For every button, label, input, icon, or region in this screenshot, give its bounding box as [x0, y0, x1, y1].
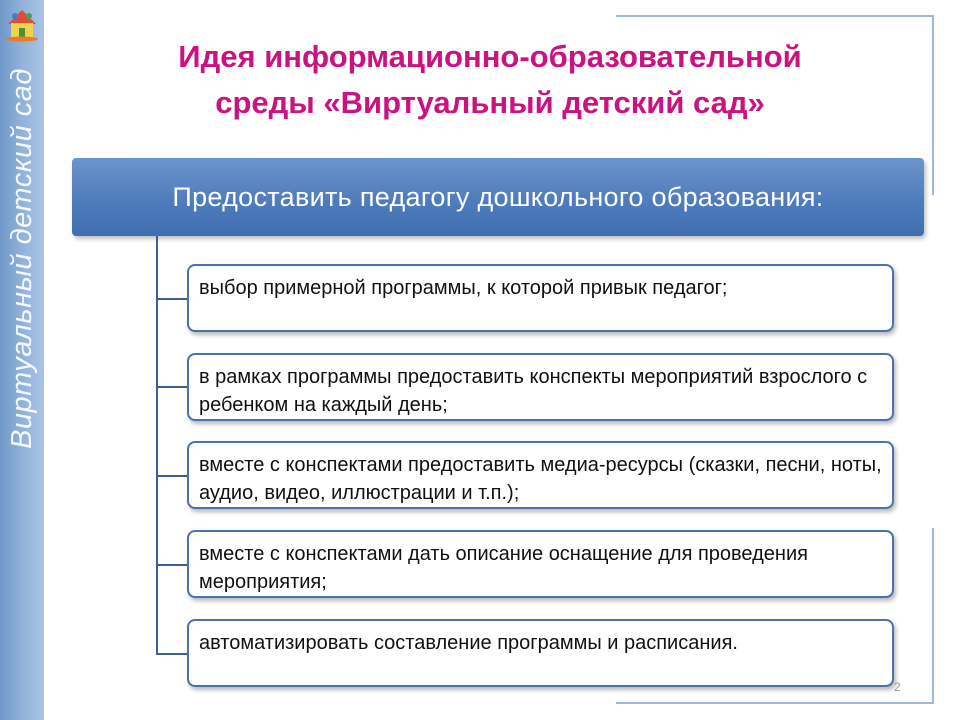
slide-title-line2: среды «Виртуальный детский сад» [215, 85, 765, 120]
tree-connector-branch [156, 386, 188, 388]
list-item [187, 264, 894, 332]
frame-line-right-bottom [932, 528, 934, 704]
header-bar [72, 158, 924, 236]
frame-line-bottom [616, 702, 934, 704]
list-item-text: автоматизировать составление программы и расписания. [199, 632, 738, 654]
frame-line-top [616, 15, 934, 17]
sidebar-vertical-title: Виртуальный детский сад [5, 67, 38, 449]
tree-connector-branch [156, 564, 188, 566]
frame-line-right-top [932, 15, 934, 195]
sidebar-panel [0, 0, 44, 720]
slide-title [60, 34, 920, 126]
list-item-text: выбор примерной программы, к которой привык педагог; [199, 277, 728, 299]
list-item [187, 530, 894, 598]
kindergarten-logo-icon [2, 2, 42, 42]
list-item-text: вместе с конспектами предоставить медиа-ресурсы (сказки, песни, ноты, аудио, видео, иллюстрации и т.п.); [199, 454, 882, 504]
list-item [187, 619, 894, 687]
slide-title-line1: Идея информационно-образовательной [178, 39, 802, 74]
tree-connector-branch [156, 475, 188, 477]
tree-connector-branch [156, 653, 188, 655]
page-number: 2 [894, 680, 901, 694]
list-item [187, 441, 894, 509]
header-text: Предоставить педагогу дошкольного образования: [172, 181, 824, 212]
tree-connector-branch [156, 298, 188, 300]
list-item-text: вместе с конспектами дать описание оснащение для проведения мероприятия; [199, 543, 808, 593]
list-item-text: в рамках программы предоставить конспекты мероприятий взрослого с ребенком на каждый день; [199, 366, 868, 416]
list-item [187, 353, 894, 421]
